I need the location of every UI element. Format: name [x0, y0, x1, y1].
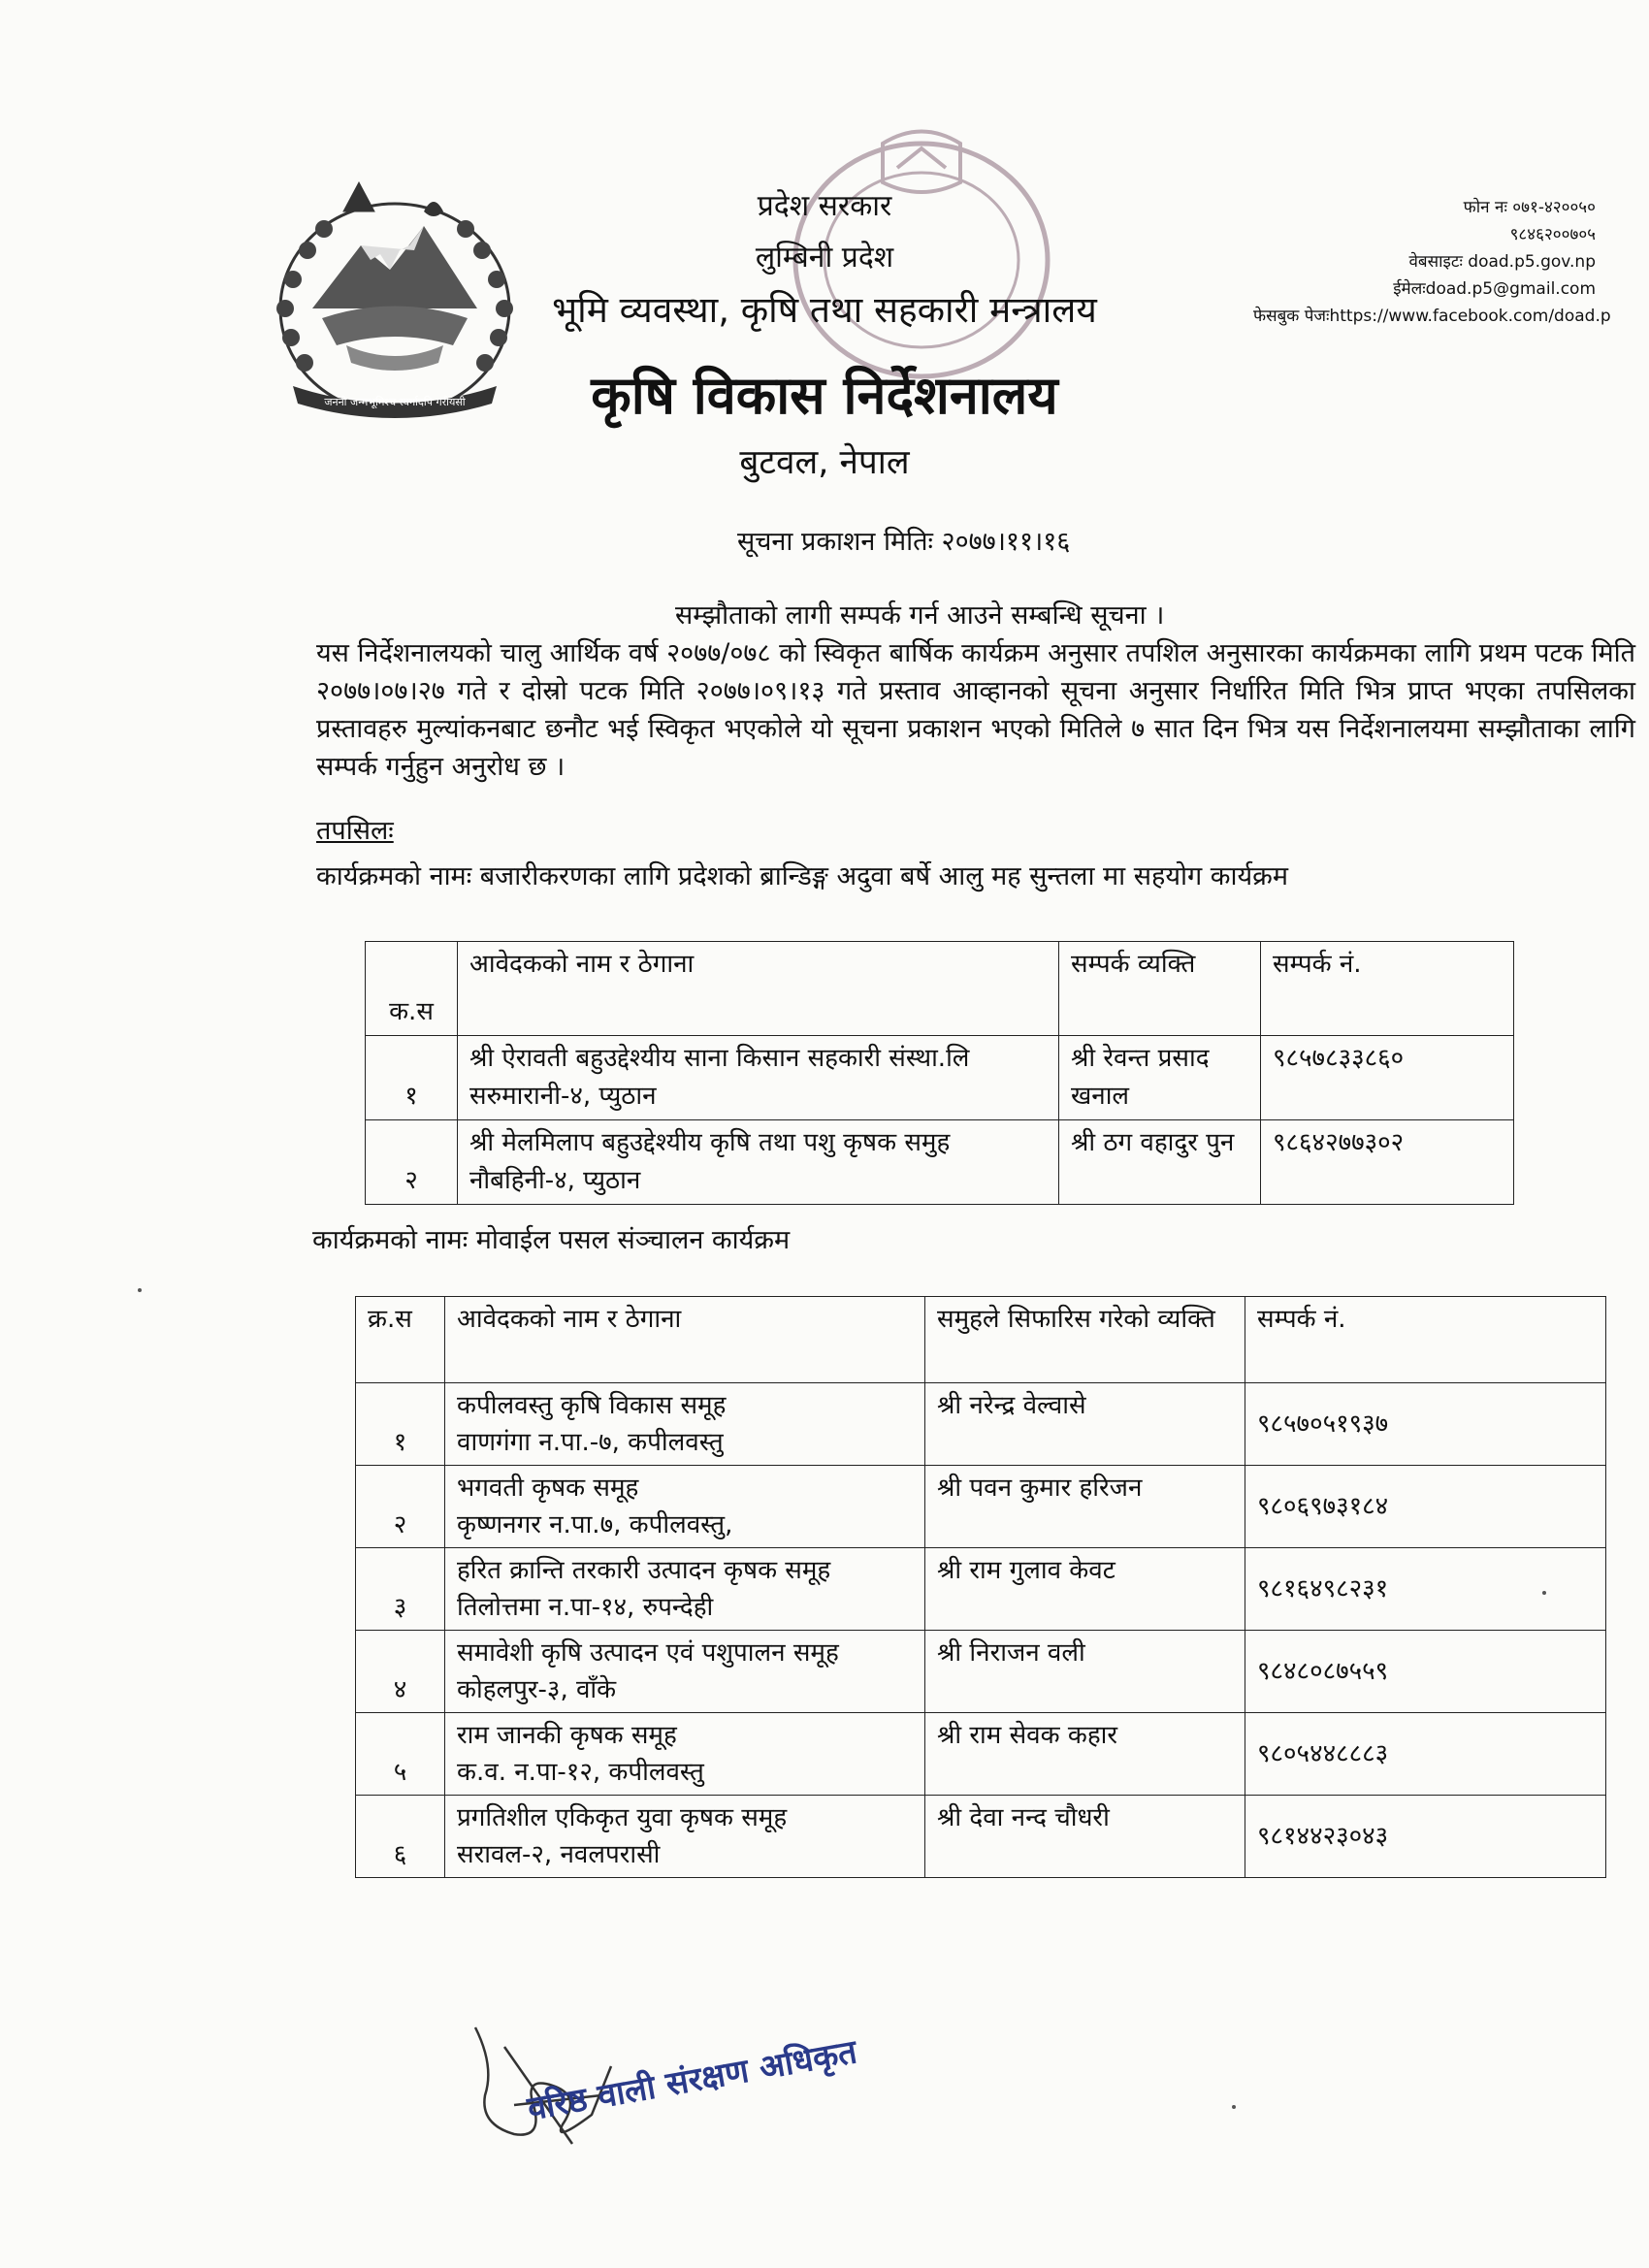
row-phone: ९८१६४९८२३१	[1245, 1548, 1606, 1631]
row-phone: ९८४८०८७५५९	[1245, 1631, 1606, 1713]
contact-block	[1253, 194, 1649, 330]
row-person: श्री राम गुलाव केवट	[925, 1548, 1245, 1631]
row-phone: ९८५७०५१९३७	[1245, 1383, 1606, 1466]
table-header-row	[356, 1297, 1606, 1383]
row-phone: ९८१४४२३०४३	[1245, 1796, 1606, 1878]
table-row	[356, 1548, 1606, 1631]
row-name-address	[445, 1713, 925, 1796]
table-row	[366, 1036, 1514, 1120]
row-sn: ५	[356, 1713, 445, 1796]
row-name-address	[445, 1466, 925, 1548]
table-row	[366, 1120, 1514, 1205]
row-person: श्री राम सेवक कहार	[925, 1713, 1245, 1796]
column-header-person: सम्पर्क व्यक्ति	[1059, 942, 1261, 1036]
applicant-name: श्री मेलमिलाप बहुउद्देश्यीय कृषि तथा पशु कृषक समुह	[469, 1128, 951, 1157]
contact-mobile: ९८४६२००७०५	[1509, 225, 1596, 244]
row-phone: ९८५७८३३८६०	[1261, 1036, 1514, 1120]
row-name-address	[445, 1548, 925, 1631]
applicant-address: नौबहिनी-४, प्युठान	[469, 1166, 641, 1195]
applicant-name: कपीलवस्तु कृषि विकास समूह	[457, 1391, 727, 1420]
applicant-address: कृष्णनगर न.पा.७, कपीलवस्तु,	[457, 1510, 733, 1539]
column-header-phone: सम्पर्क नं.	[1245, 1297, 1606, 1383]
row-sn: १	[366, 1036, 458, 1120]
table-header-row	[366, 942, 1514, 1036]
row-person: श्री ठग वहादुर पुन	[1059, 1120, 1261, 1205]
applicant-address: कोहलपुर-३, वाँके	[457, 1675, 617, 1704]
table-row	[356, 1631, 1606, 1713]
program1-title: कार्यक्रमको नामः बजारीकरणका लागि प्रदेशको ब्रान्डिङ्ग अदुवा बर्षे आलु मह सुन्तला मा सहयोग कार्यक्रम	[316, 861, 1289, 891]
column-header-name: आवेदकको नाम र ठेगाना	[445, 1297, 925, 1383]
program2-title: कार्यक्रमको नामः मोवाईल पसल संञ्चालन कार्यक्रम	[312, 1225, 791, 1255]
row-person: श्री रेवन्त प्रसाद खनाल	[1059, 1036, 1261, 1120]
column-header-sn: क.स	[366, 942, 458, 1036]
scan-speck	[1232, 2105, 1236, 2109]
row-phone: ९८६४२७७३०२	[1261, 1120, 1514, 1205]
applicant-address: सरावल-२, नवलपरासी	[457, 1840, 661, 1869]
row-sn: ३	[356, 1548, 445, 1631]
applicant-name: हरित क्रान्ति तरकारी उत्पादन कृषक समूह	[457, 1556, 831, 1585]
column-header-sn: क्र.स	[356, 1297, 445, 1383]
applicant-name: श्री ऐरावती बहुउद्देश्यीय साना किसान सहकारी संस्था.लि	[469, 1044, 970, 1073]
row-person: श्री निराजन वली	[925, 1631, 1245, 1713]
applicant-address: क.व. न.पा-१२, कपीलवस्तु	[457, 1758, 704, 1787]
header-ministry: भूमि व्यवस्था, कृषि तथा सहकारी मन्त्रालय	[552, 289, 1097, 331]
row-phone: ९८०५४४८८८३	[1245, 1713, 1606, 1796]
applicant-name: राम जानकी कृषक समूह	[457, 1721, 677, 1750]
contact-phone: फोन नः ०७१-४२००५०	[1463, 198, 1596, 217]
row-person: श्री देवा नन्द चौधरी	[925, 1796, 1245, 1878]
row-person: श्री नरेन्द्र वेल्वासे	[925, 1383, 1245, 1466]
table-row	[356, 1383, 1606, 1466]
row-sn: २	[366, 1120, 458, 1205]
column-header-person: समुहले सिफारिस गरेको व्यक्ति	[925, 1297, 1245, 1383]
table-row	[356, 1713, 1606, 1796]
applicant-address: सरुमारानी-४, प्युठान	[469, 1082, 657, 1111]
header-province-name: लुम्बिनी प्रदेश	[755, 241, 894, 275]
row-sn: ४	[356, 1631, 445, 1713]
column-header-phone: सम्पर्क नं.	[1261, 942, 1514, 1036]
table-row	[356, 1466, 1606, 1548]
header-location: बुटवल, नेपाल	[739, 443, 910, 482]
table-row	[356, 1796, 1606, 1878]
applicant-name: समावेशी कृषि उत्पादन एवं पशुपालन समूह	[457, 1638, 839, 1668]
applicant-address: वाणगंगा न.पा.-७, कपीलवस्तु	[457, 1428, 724, 1457]
contact-email[interactable]: ईमेलःdoad.p5@gmail.com	[1393, 279, 1596, 299]
column-header-name: आवेदकको नाम र ठेगाना	[458, 942, 1059, 1036]
row-sn: १	[356, 1383, 445, 1466]
signatory-designation: वरिष्ठ वाली संरक्षण अधिकृत	[524, 2032, 860, 2129]
row-name-address	[445, 1796, 925, 1878]
header-office-title: कृषि विकास निर्देशनालय	[591, 365, 1058, 426]
row-person: श्री पवन कुमार हरिजन	[925, 1466, 1245, 1548]
row-name-address	[458, 1120, 1059, 1205]
applicant-address: तिलोत्तमा न.पा-१४, रुपन्देही	[457, 1593, 714, 1622]
contact-facebook[interactable]: फेसबुक पेजःhttps://www.facebook.com/doad.p	[1253, 307, 1611, 326]
applicant-name: प्रगतिशील एकिकृत युवा कृषक समूह	[457, 1803, 788, 1832]
notice-body: यस निर्देशनालयको चालु आर्थिक वर्ष २०७७/०७८ को स्विकृत बार्षिक कार्यक्रम अनुसार तपशिल अनुसारका कार्यक्रमका लागि प्रथम पटक मिति २०७७।०७।२७ गते र दोस्रो पटक मिति २०७७।०९।१३ गते प्रस्ताव आव्हानको सूचना अनुसार निर्धारित मिति भित्र प्राप्त भएका तपसिलका प्रस्तावहरु मुल्यांकनबाट छनौट भई स्विकृत भएकोले यो सूचना प्रकाशन भएको मितिले ७ सात दिन भित्र यस निर्देशनालयमा सम्झौताका लागि सम्पर्क गर्नुहुन अनुरोध छ ।	[316, 638, 1635, 782]
scan-speck	[1542, 1591, 1546, 1595]
row-name-address	[458, 1036, 1059, 1120]
header-province-government: प्रदेश सरकार	[757, 189, 892, 223]
notice-date: सूचना प्रकाशन मितिः २०७७।११।१६	[737, 527, 1071, 557]
row-name-address	[445, 1631, 925, 1713]
schedule-heading: तपसिलः	[316, 816, 394, 846]
applicant-name: भगवती कृषक समूह	[457, 1474, 639, 1503]
contact-website[interactable]: वेबसाइटः doad.p5.gov.np	[1408, 252, 1596, 272]
row-sn: २	[356, 1466, 445, 1548]
row-sn: ६	[356, 1796, 445, 1878]
program2-table	[355, 1296, 1606, 1878]
row-phone: ९८०६९७३१८४	[1245, 1466, 1606, 1548]
row-name-address	[445, 1383, 925, 1466]
notice-subject: सम्झौताको लागी सम्पर्क गर्न आउने सम्बन्धि सूचना ।	[675, 600, 1165, 631]
seal-motto: जननी जन्मभूमिश्च स्वर्गादपि गरीयसी	[324, 396, 466, 408]
scan-speck	[138, 1288, 142, 1292]
program1-table	[365, 941, 1514, 1205]
